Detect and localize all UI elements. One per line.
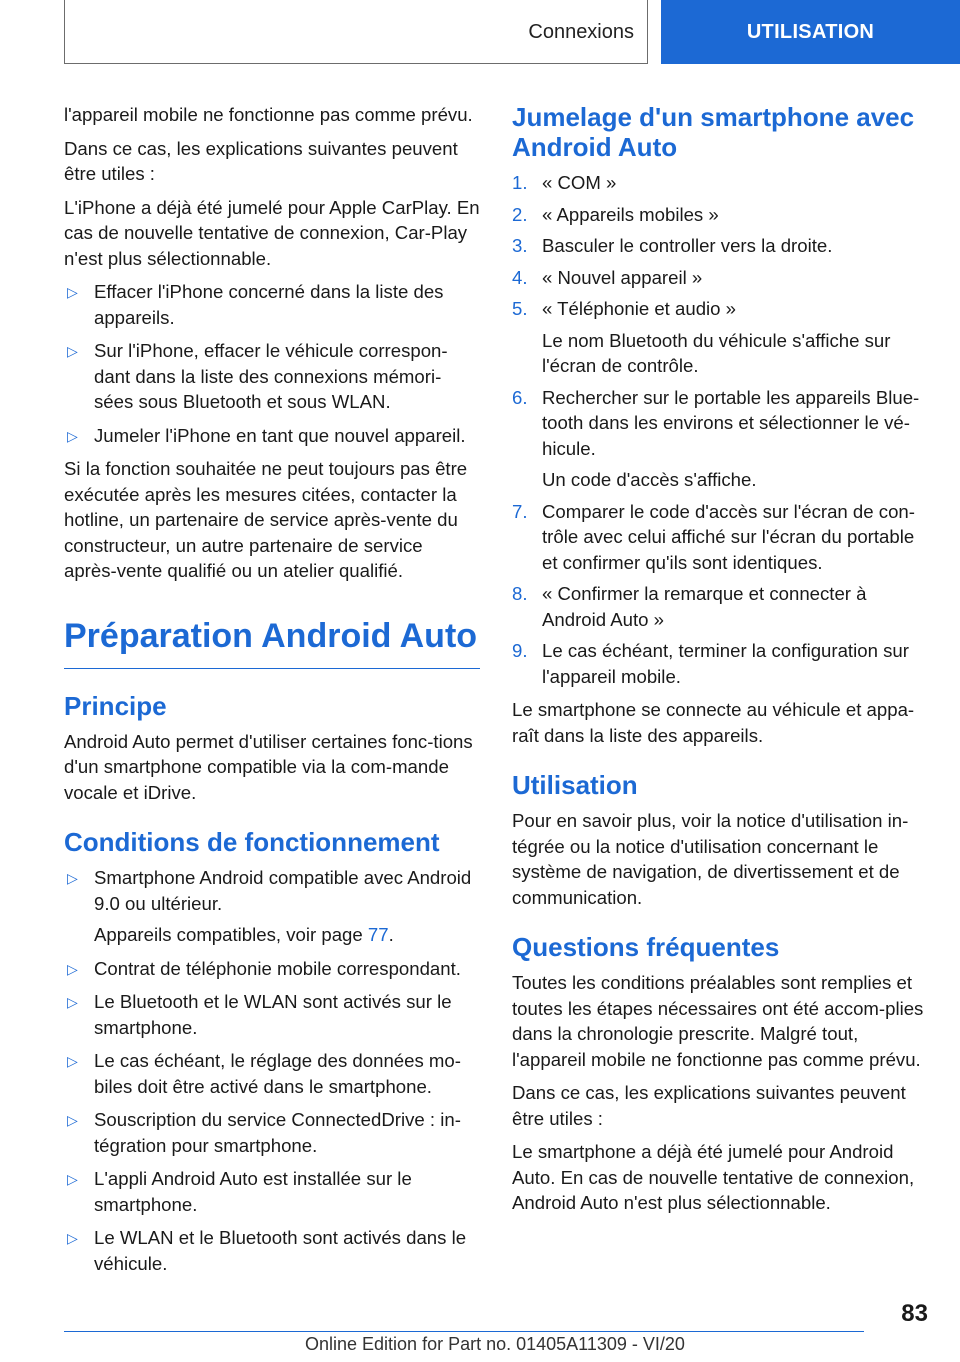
list-item: ▷ Jumeler l'iPhone en tant que nouvel appareil. [64, 423, 480, 449]
triangle-bullet-icon: ▷ [67, 343, 78, 359]
footer-divider [64, 1331, 864, 1332]
step-note: Un code d'accès s'affiche. [542, 469, 757, 490]
steps-list [512, 170, 926, 689]
list-item: ▷ Contrat de téléphonie mobile correspondant. [64, 956, 480, 982]
list-item: ▷ Effacer l'iPhone concerné dans la liste des appareils. [67, 281, 444, 328]
paragraph: Pour en savoir plus, voir la notice d'utilisation in‐tégrée ou la notice d'utilisation concernant le système de navigation, de divertissement et de communication. [512, 810, 909, 908]
header-tab-utilisation: UTILISATION [661, 0, 960, 64]
triangle-bullet-icon: ▷ [67, 1112, 78, 1128]
step-text: Basculer le controller vers la droite. [542, 235, 833, 256]
triangle-bullet-icon: ▷ [67, 960, 78, 977]
paragraph: l'appareil mobile ne fonctionne pas comme prévu. [64, 104, 473, 125]
list-item-note: Appareils compatibles, voir page 77. [94, 924, 394, 945]
list-item: ▷ Le WLAN et le Bluetooth sont activés dans le véhicule. [67, 1227, 467, 1274]
section-title-jumelage: Jumelage d'un smartphone avec Android Auto [512, 102, 915, 162]
step-number: 2. [512, 203, 528, 225]
list-item: ▷ Souscription du service ConnectedDrive : in‐tégration pour smartphone. [67, 1109, 461, 1156]
step-note: Le nom Bluetooth du véhicule s'affiche sur l'écran de contrôle. [542, 329, 891, 376]
left-column [64, 102, 480, 1284]
step-item [512, 170, 926, 196]
section-title-principe: Principe [64, 690, 167, 721]
right-column [512, 102, 926, 1224]
bullet-list [64, 279, 480, 448]
step-text: Rechercher sur le portable les appareils Blue‐tooth dans les environs et sélectionner le vé‐hicule. [542, 386, 920, 459]
step-text: « Téléphonie et audio » [542, 298, 737, 319]
section-title-utilisation: Utilisation [512, 770, 638, 800]
step-text: Le cas échéant, terminer la configuration sur l'appareil mobile. [542, 640, 909, 687]
list-item: ▷ L'appli Android Auto est installée sur le smartphone. [67, 1168, 412, 1215]
step-text: « Appareils mobiles » [542, 203, 719, 225]
step-item [512, 233, 926, 259]
paragraph: Dans ce cas, les explications suivantes peuvent être utiles : [64, 137, 458, 184]
paragraph: Si la fonction souhaitée ne peut toujours pas être exécutée après les mesures citées, contacter la hotline, un partenaire de service après-vente du constructeur, un autre partenaire de service après-vente qualifié ou un atelier qualifié. [64, 458, 468, 581]
page-link[interactable]: 77 [367, 924, 389, 945]
step-number: 6. [512, 386, 528, 408]
triangle-bullet-icon: ▷ [67, 427, 78, 444]
step-number: 4. [512, 266, 528, 288]
list-item: ▷ Sur l'iPhone, effacer le véhicule correspon‐dant dans la liste des connexions mémori‐sées sous Bluetooth et sous WLAN. [67, 340, 448, 412]
paragraph: Android Auto permet d'utiliser certaines fonc‐tions d'un smartphone compatible via la com‐mande vocale et iDrive. [64, 730, 473, 803]
triangle-bullet-icon: ▷ [67, 1171, 78, 1187]
triangle-bullet-icon: ▷ [67, 1230, 78, 1246]
list-item: ▷ Smartphone Android compatible avec Android 9.0 ou ultérieur. Appareils compatibles, voir page 77. [64, 865, 480, 948]
page-number: 83 [901, 1300, 928, 1327]
step-text: Comparer le code d'accès sur l'écran de con‐trôle avec celui affiché sur l'écran du portable et confirmer qu'ils sont identiques. [542, 500, 915, 573]
step-item [512, 499, 926, 576]
paragraph: Le smartphone a déjà été jumelé pour Android Auto. En cas de nouvelle tentative de connexion, Android Auto n'est plus sélectionnable. [512, 1141, 915, 1213]
paragraph: L'iPhone a déjà été jumelé pour Apple CarPlay. En cas de nouvelle tentative de connexion, Car‐Play n'est plus sélectionnable. [64, 196, 480, 269]
paragraph: Le smartphone se connecte au véhicule et appa‐raît dans la liste des appareils. [512, 699, 915, 746]
list-item: ▷ Le cas échéant, le réglage des données mo‐biles doit être activé dans le smartphone. [67, 1050, 461, 1097]
paragraph: Dans ce cas, les explications suivantes peuvent être utiles : [512, 1082, 906, 1129]
step-number: 9. [512, 640, 528, 661]
step-text: « Confirmer la remarque et connecter à Android Auto » [542, 583, 867, 630]
conditions-list [64, 865, 480, 1276]
step-item [512, 385, 926, 493]
step-number: 5. [512, 298, 528, 319]
section-title-conditions: Conditions de fonctionnement [64, 827, 440, 857]
step-number: 7. [512, 500, 528, 522]
triangle-bullet-icon: ▷ [67, 994, 78, 1010]
triangle-bullet-icon: ▷ [67, 284, 78, 300]
triangle-bullet-icon: ▷ [67, 870, 78, 886]
step-item [512, 265, 926, 291]
step-text: « COM » [542, 172, 617, 193]
step-item [512, 296, 926, 379]
step-item [512, 202, 926, 228]
section-title-faq: Questions fréquentes [512, 932, 780, 962]
list-item: ▷ Le Bluetooth et le WLAN sont activés sur le smartphone. [67, 991, 452, 1038]
paragraph: Toutes les conditions préalables sont remplies et toutes les étapes nécessaires ont été accom‐plies dans la chronologie prescrite. Malgré tout, l'appareil mobile ne fonctionne pas comme prévu. [512, 972, 924, 1070]
step-item [512, 638, 926, 689]
step-item [512, 581, 926, 632]
step-number: 1. [512, 172, 528, 193]
step-text: « Nouvel appareil » [542, 266, 703, 288]
step-number: 8. [512, 583, 528, 604]
chapter-title: Préparation Android Auto [64, 616, 480, 669]
header-section-title: Connexions [528, 20, 634, 43]
footer-text: Online Edition for Part no. 01405A11309 - VI/20 [305, 1334, 685, 1354]
step-number: 3. [512, 235, 528, 256]
triangle-bullet-icon: ▷ [67, 1053, 78, 1069]
